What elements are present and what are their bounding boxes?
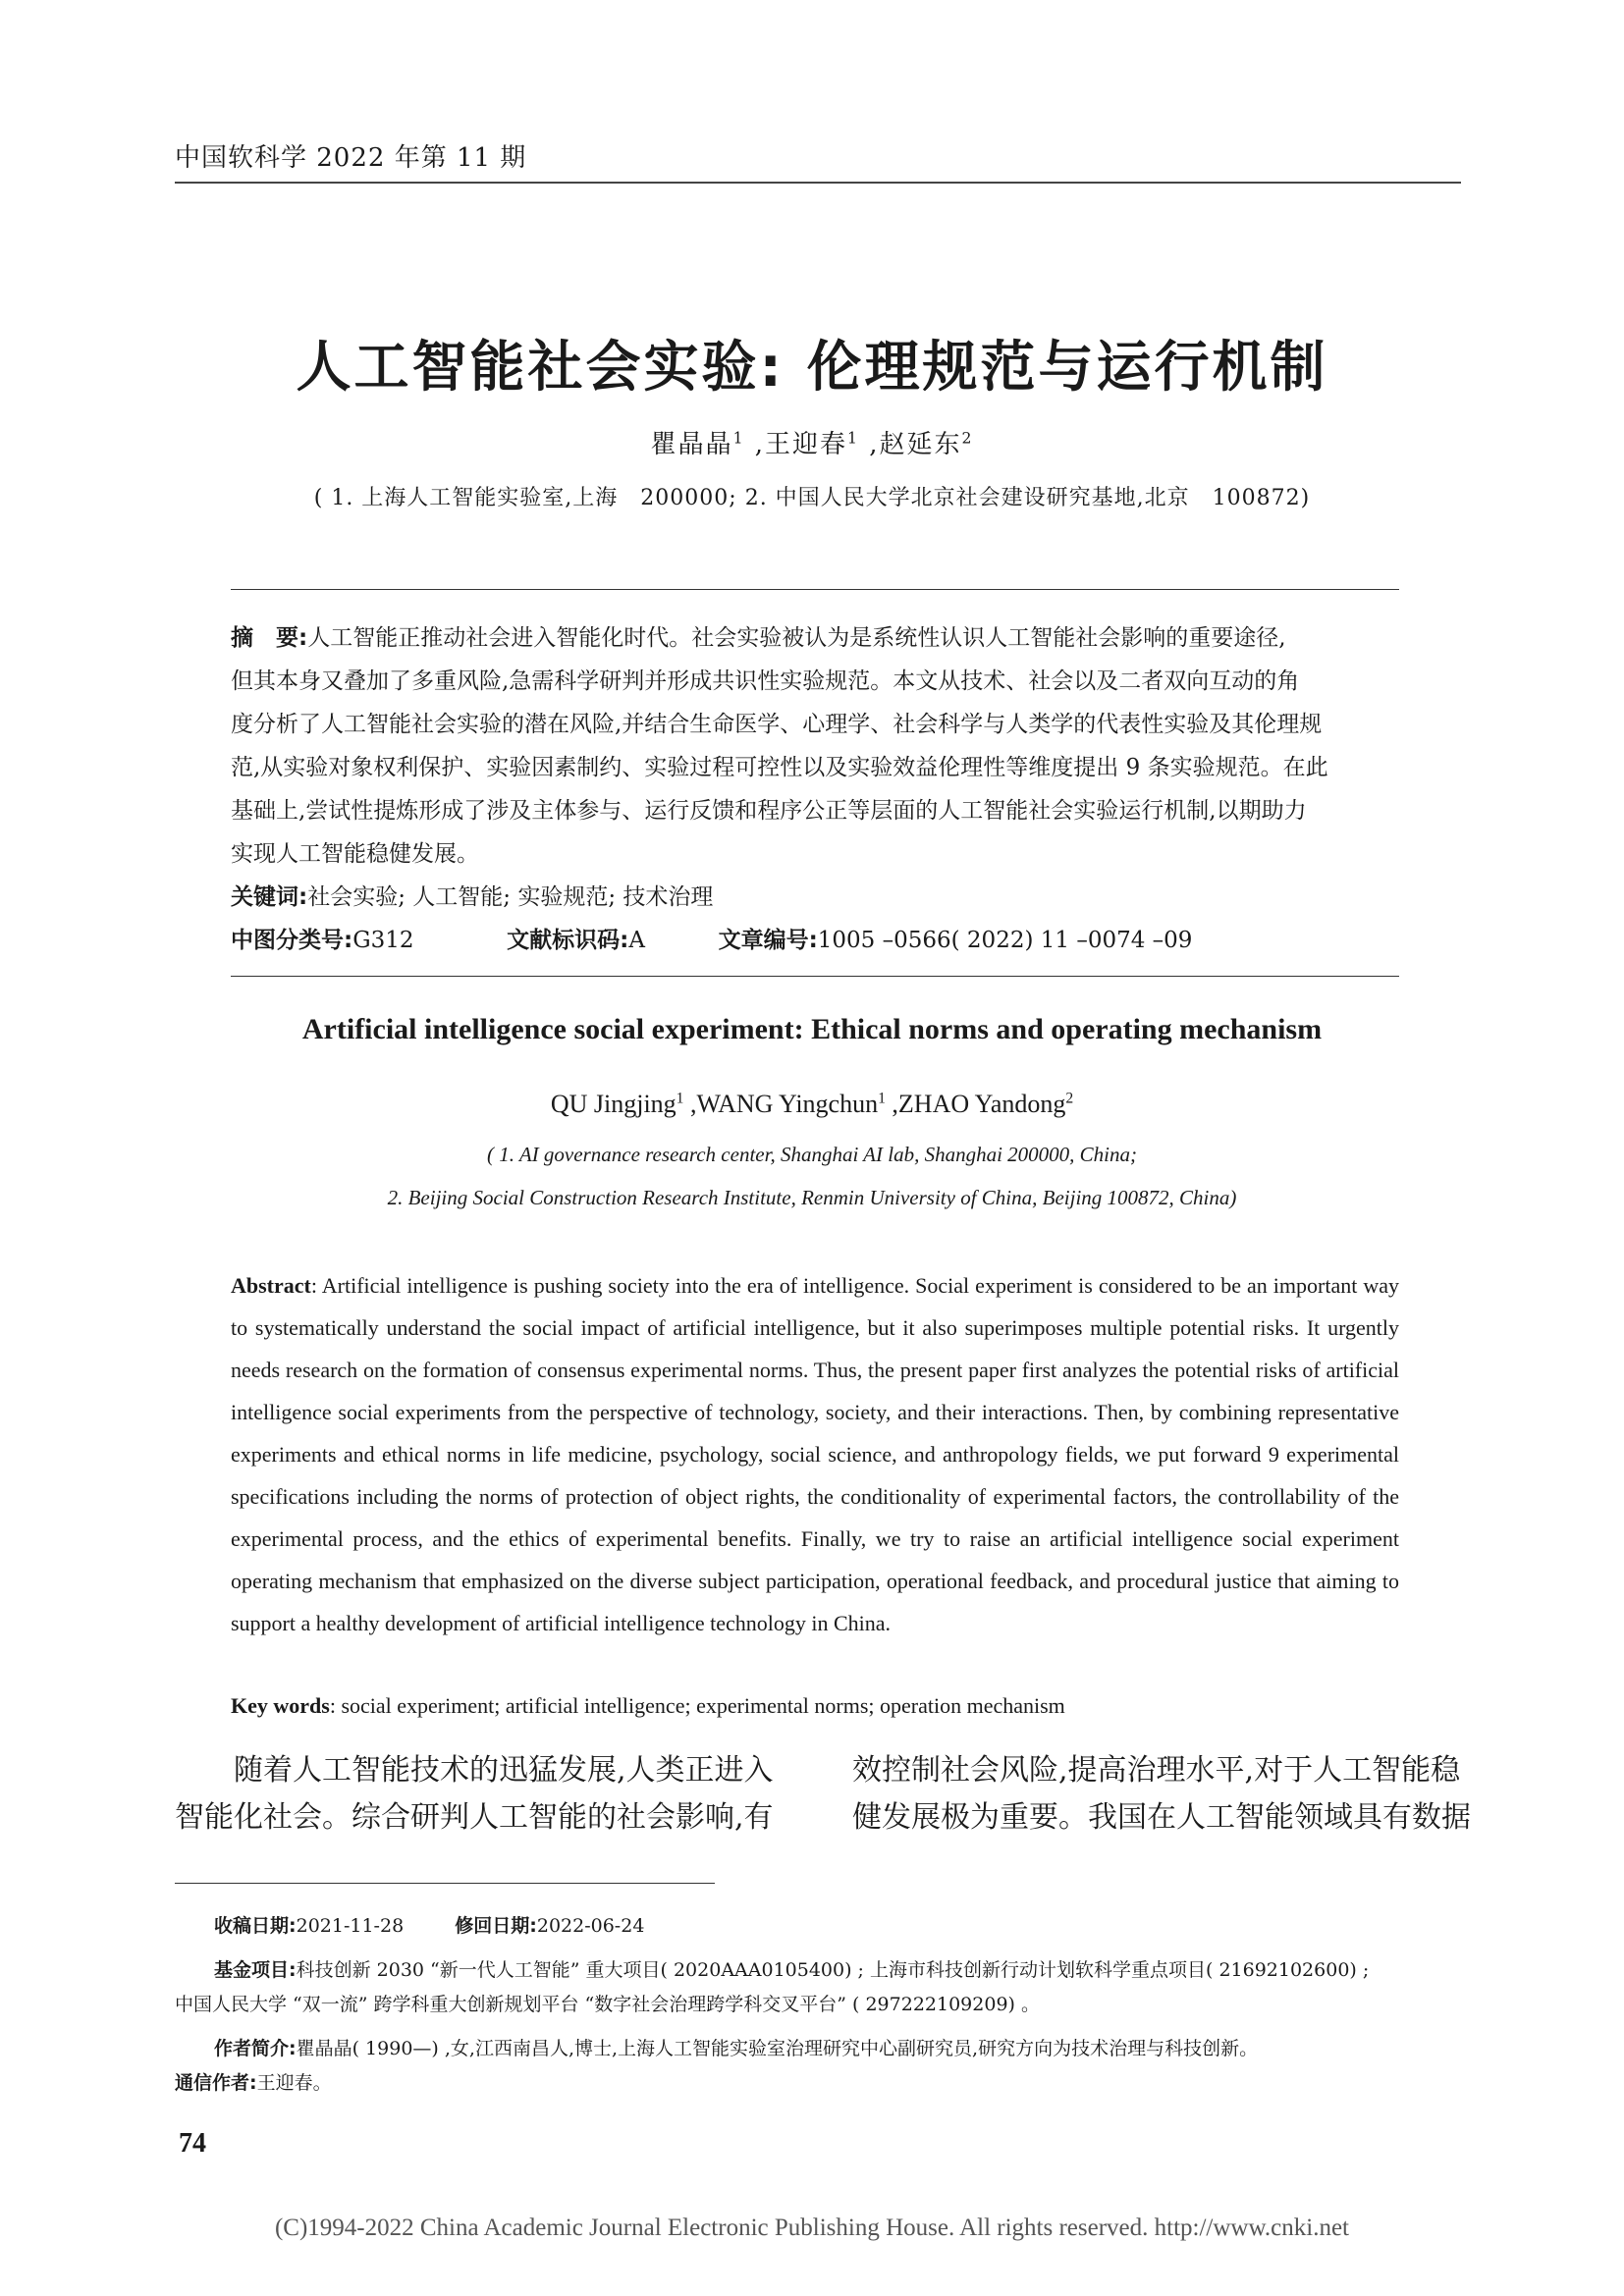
author-en-2-affil: 1	[878, 1090, 886, 1107]
classification-line	[231, 919, 1399, 962]
keywords-cn-label: 关键词:	[231, 884, 308, 910]
abstract-cn-line: 度分析了人工智能社会实验的潜在风险,并结合生命医学、心理学、社会科学与人类学的代表性实验及其伦理规	[231, 712, 1323, 737]
affiliation-en-line-1: ( 1. AI governance research center, Shanghai AI lab, Shanghai 200000, China;	[487, 1143, 1137, 1166]
revised-value: 2022-06-24	[536, 1915, 645, 1937]
keywords-en-label: Key words	[231, 1693, 330, 1718]
body-line: 效控制社会风险,提高治理水平,对于人工智能稳	[852, 1753, 1461, 1788]
author-bio-label: 作者简介:	[214, 2038, 297, 2059]
author-3: 赵延东	[879, 430, 962, 459]
received-label: 收稿日期:	[214, 1915, 297, 1937]
author-2-affil: 1	[847, 429, 859, 448]
clc-label: 中图分类号:	[231, 928, 353, 953]
abstract-en-label: Abstract	[231, 1273, 311, 1298]
authors-cn	[0, 424, 1624, 460]
footnote-rule	[175, 1883, 715, 1884]
body-right-column	[852, 1747, 1481, 1842]
fund-label: 基金项目:	[214, 1959, 297, 1981]
doc-code-value: A	[628, 928, 645, 953]
corresponding-value: 王迎春。	[256, 2072, 332, 2094]
keywords-en	[231, 1693, 1065, 1719]
abstract-cn	[231, 616, 1399, 876]
footnote-dates	[214, 1909, 1481, 1943]
author-2: 王迎春	[765, 430, 848, 459]
abstract-cn-line: 摘 要:人工智能正推动社会进入智能化时代。社会实验被认为是系统性认识人工智能社会影响的重要途径,	[231, 625, 1286, 651]
affiliation-en-line-2: 2. Beijing Social Construction Research Institute, Renmin University of China, Beijing 100872, China)	[387, 1186, 1237, 1209]
body-line: 随着人工智能技术的迅猛发展,人类正进入	[234, 1753, 774, 1788]
abstract-cn-line: 但其本身又叠加了多重风险,急需科学研判并形成共识性实验规范。本文从技术、社会以及二者双向互动的角	[231, 668, 1300, 694]
footnote-author	[214, 2032, 1481, 2065]
keywords-en-text: : social experiment; artificial intelligence; experimental norms; operation mechanism	[329, 1693, 1065, 1718]
abstract-top-rule	[231, 589, 1399, 590]
clc-value: G312	[352, 928, 414, 953]
abstract-en	[231, 1264, 1399, 1644]
header-rule	[175, 182, 1461, 184]
corresponding-label: 通信作者:	[175, 2072, 257, 2094]
affiliation-cn: ( 1. 上海人工智能实验室,上海 200000; 2. 中国人民大学北京社会建设研究基地,北京 100872)	[313, 486, 1311, 510]
fund-line-2: 中国人民大学 “双一流” 跨学科重大创新规划平台 “数字社会治理跨学科交叉平台” ( 297222109209) 。	[175, 1994, 1040, 2015]
footnote-fund	[214, 1953, 1481, 1987]
abstract-bottom-rule	[231, 976, 1399, 977]
author-separator: ,	[744, 430, 766, 459]
keywords-cn-text: 社会实验; 人工智能; 实验规范; 技术治理	[307, 884, 714, 910]
author-1-affil: 1	[732, 429, 745, 448]
received-value: 2021-11-28	[296, 1915, 405, 1937]
fund-line-1: 科技创新 2030 “新一代人工智能” 重大项目( 2020AAA0105400) ; 上海市科技创新行动计划软科学重点项目( 21692102600) ;	[296, 1959, 1370, 1981]
author-separator: ,	[858, 430, 880, 459]
abstract-cn-label: 摘 要:	[231, 625, 308, 651]
paper-title-en: Artificial intelligence social experiment: Ethical norms and operating mechanism	[301, 1013, 1323, 1045]
author-en-2: WANG Yingchun	[696, 1090, 879, 1118]
body-line: 健发展极为重要。我国在人工智能领域具有数据	[852, 1800, 1471, 1835]
body-line: 智能化社会。综合研判人工智能的社会影响,有	[175, 1800, 774, 1835]
abstract-cn-line: 实现人工智能稳健发展。	[231, 841, 479, 867]
authors-en: QU Jingjing$^1$ ,WANG Yingchun$^1$ ,ZHAO Yandong$^2$	[550, 1090, 1074, 1118]
author-1: 瞿晶晶	[650, 430, 733, 459]
author-3-affil: 2	[961, 429, 974, 448]
article-number-value: 1005 –0566( 2022) 11 –0074 –09	[817, 928, 1193, 953]
running-head: 中国软科学 2022 年第 11 期	[175, 143, 527, 173]
author-bio-text: 瞿晶晶( 1990—) ,女,江西南昌人,博士,上海人工智能实验室治理研究中心副研究员,研究方向为技术治理与科技创新。	[296, 2038, 1259, 2059]
copyright-notice: (C)1994-2022 China Academic Journal Electronic Publishing House. All rights reserved. http://www.cnki.net	[274, 2215, 1350, 2241]
abstract-en-text: : Artificial intelligence is pushing society into the era of intelligence. Social experiment is considered to be an important way to systematically understand the social impact of artificial intelligence, but it also superimposes multiple potential risks. It urgently needs research on the formation of consensus experimental norms. Thus, the present paper first analyzes the potential risks of artificial intelligence social experiments from the perspective of technology, society, and their interactions. Then, by combining representative experiments and ethical norms in life medicine, psychology, social science, and anthropology fields, we put forward 9 experimental specifications including the norms of protection of object rights, the conditionality of experimental factors, the controllability of the experimental process, and the ethics of experimental benefits. Finally, we try to raise an artificial intelligence social experiment operating mechanism that emphasized on the diverse subject participation, operational feedback, and procedural justice that aiming to support a healthy development of artificial intelligence technology in China.	[231, 1273, 1399, 1635]
abstract-cn-line: 范,从实验对象权利保护、实验因素制约、实验过程可控性以及实验效益伦理性等维度提出 9 条实验规范。在此	[231, 755, 1328, 780]
article-number-label: 文章编号:	[718, 928, 818, 953]
footnote-corresponding	[175, 2066, 1481, 2100]
abstract-cn-line: 基础上,尝试性提炼形成了涉及主体参与、运行反馈和程序公正等层面的人工智能社会实验运行机制,以期助力	[231, 798, 1307, 824]
paper-title: 人工智能社会实验: 伦理规范与运行机制	[296, 336, 1328, 400]
author-en-1: QU Jingjing	[550, 1090, 677, 1118]
keywords-cn	[231, 876, 1399, 919]
author-en-3-affil: 2	[1065, 1090, 1074, 1107]
author-en-3: ZHAO Yandong	[897, 1090, 1066, 1118]
revised-label: 修回日期:	[455, 1915, 537, 1937]
doc-code-label: 文献标识码:	[507, 928, 629, 953]
body-left-column	[175, 1747, 803, 1842]
author-en-1-affil: 1	[676, 1090, 684, 1107]
page-number: 74	[179, 2128, 206, 2159]
